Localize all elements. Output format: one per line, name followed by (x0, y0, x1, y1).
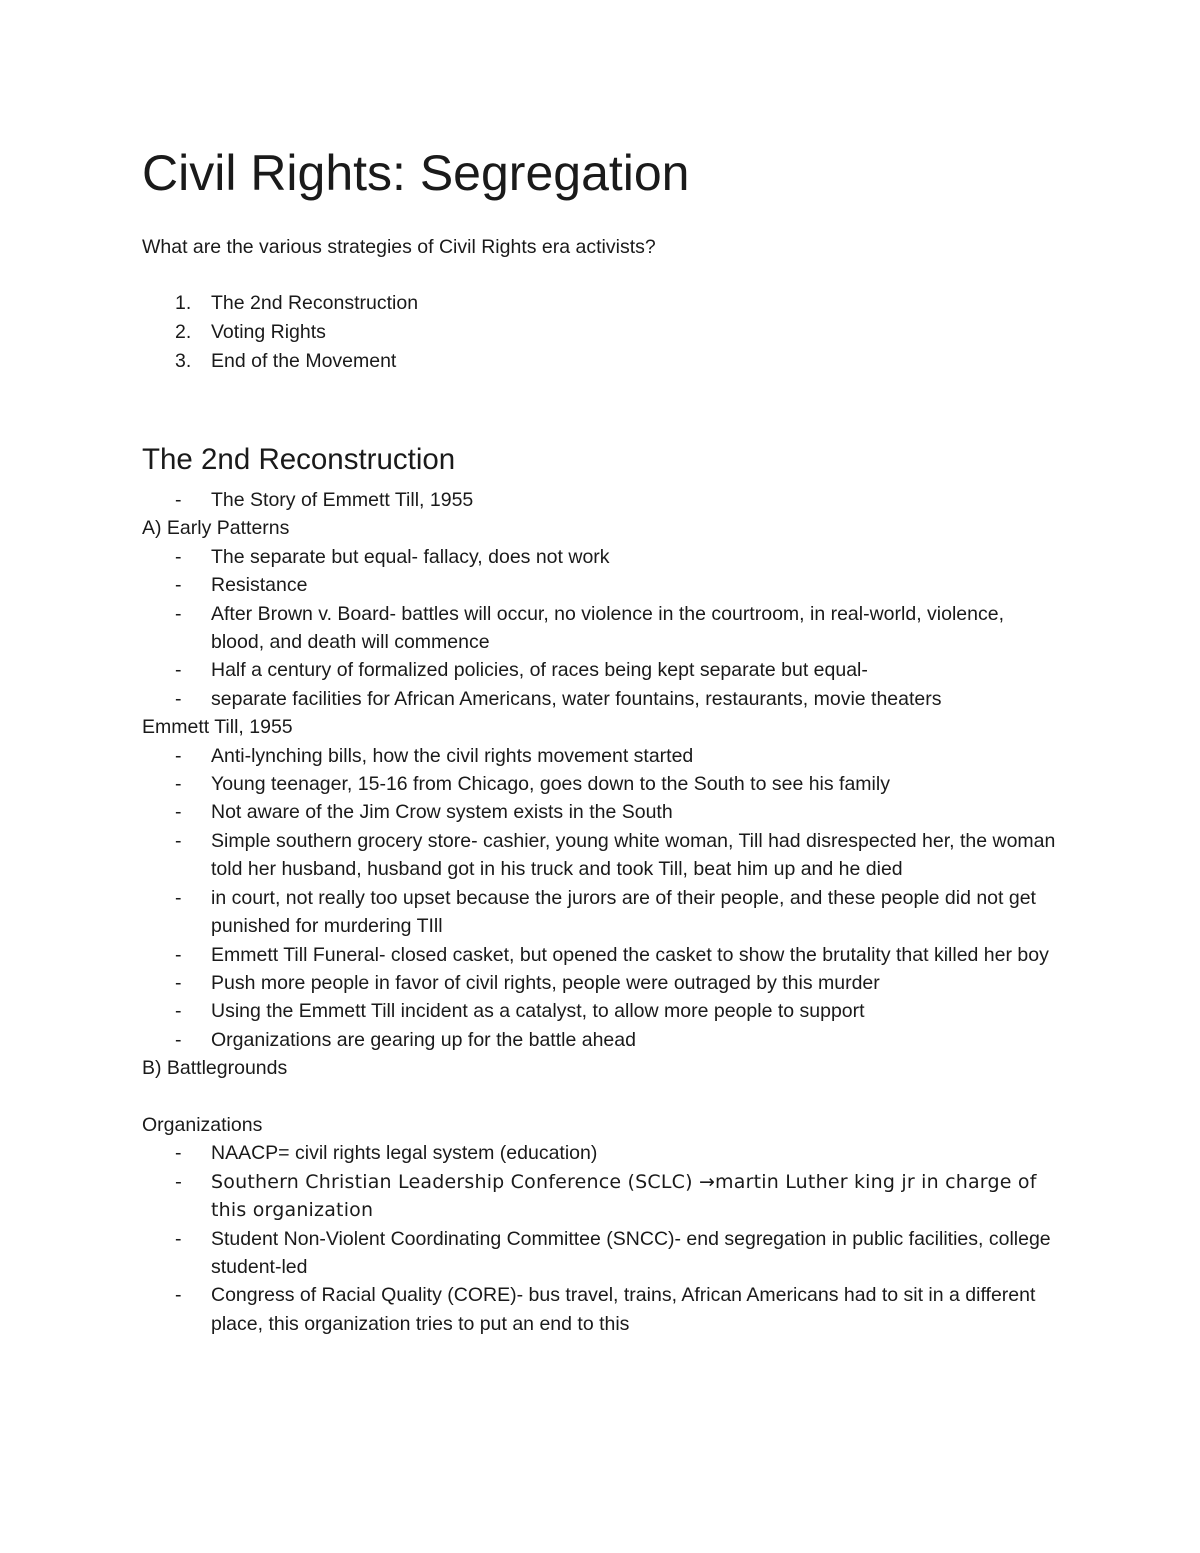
subsection-label: Organizations (142, 1113, 263, 1136)
bullet-dash: - (175, 1170, 183, 1193)
bullet-item (142, 1168, 1062, 1225)
bullet-text: NAACP= civil rights legal system (education) (211, 1142, 598, 1165)
bullet-dash: - (175, 659, 182, 682)
section-heading: The 2nd Reconstruction (142, 443, 456, 476)
bullet-text: Congress of Racial Quality (CORE)- bus travel, trains, African Americans had to sit in a different place, this organization tries to put an end to this (211, 1284, 1036, 1335)
outline-number: 1. (175, 292, 192, 314)
bullet-text: in court, not really too upset because the jurors are of their people, and these people did not get punished for murdering TIll (211, 886, 1036, 938)
bullet-text: Half a century of formalized policies, of races being kept separate but equal- (211, 659, 868, 682)
document-title: Civil Rights: Segregation (142, 145, 690, 201)
bullet-item (142, 571, 1062, 599)
bullet-item (142, 1026, 1062, 1054)
bullet-item (142, 941, 1062, 969)
bullet-dash: - (175, 829, 182, 852)
bullet-text: Southern Christian Leadership Conference (SCLC) →martin Luther king jr in charge of this organization (211, 1170, 1037, 1222)
outline-text: End of the Movement (211, 350, 397, 372)
subsection-label: A) Early Patterns (142, 517, 290, 540)
bullet-text: Student Non-Violent Coordinating Committee (SNCC)- end segregation in public facilities, college student-led (211, 1227, 1051, 1278)
bullet-item (142, 486, 1062, 514)
bullet-dash: - (175, 545, 182, 568)
bullet-item (142, 685, 1062, 713)
bullet-text: Simple southern grocery store- cashier, young white woman, Till had disrespected her, the woman told her husband, husband got in his truck and took Till, beat him up and he died (211, 829, 1056, 881)
bullet-item (142, 827, 1062, 884)
bullet-text: separate facilities for African Americans, water fountains, restaurants, movie theaters (211, 687, 942, 710)
outline-number: 2. (175, 321, 192, 343)
bullet-dash: - (175, 801, 182, 824)
bullet-dash: - (175, 687, 182, 710)
bullet-text: Organizations are gearing up for the battle ahead (211, 1028, 636, 1051)
bullet-dash: - (175, 1028, 182, 1051)
bullet-text: The Story of Emmett Till, 1955 (211, 489, 474, 511)
bullet-item (142, 969, 1062, 997)
bullet-text: Resistance (211, 574, 308, 597)
subsection-label: Emmett Till, 1955 (142, 716, 293, 739)
bullet-text: The separate but equal- fallacy, does not work (211, 545, 610, 568)
outline-text: Voting Rights (211, 321, 326, 343)
bullet-dash: - (175, 1000, 182, 1023)
subsection-label: B) Battlegrounds (142, 1057, 288, 1080)
bullet-dash: - (175, 489, 182, 511)
bullet-text: Push more people in favor of civil rights, people were outraged by this murder (211, 971, 880, 994)
bullet-dash: - (175, 602, 182, 625)
bullet-item (142, 1225, 1062, 1282)
bullet-item (142, 1281, 1062, 1338)
bullet-item (142, 997, 1062, 1025)
bullet-text: Using the Emmett Till incident as a catalyst, to allow more people to support (211, 1000, 865, 1023)
bullet-dash: - (175, 886, 182, 909)
bullet-item (142, 1139, 1062, 1167)
bullet-dash: - (175, 1142, 182, 1165)
bullet-dash: - (175, 1284, 182, 1307)
outline-number: 3. (175, 350, 192, 372)
bullet-text: Emmett Till Funeral- closed casket, but opened the casket to show the brutality that killed her boy (211, 943, 1049, 966)
bullet-text: After Brown v. Board- battles will occur, no violence in the courtroom, in real-world, violence, blood, and death will commence (211, 602, 1004, 654)
bullet-dash: - (175, 943, 182, 966)
bullet-item (142, 884, 1062, 941)
blank-line (142, 1083, 1062, 1111)
bullet-text: Anti-lynching bills, how the civil rights movement started (211, 744, 694, 767)
bullet-item (142, 770, 1062, 798)
bullet-dash: - (175, 1227, 182, 1250)
bullet-dash: - (175, 574, 182, 597)
outline-text: The 2nd Reconstruction (211, 292, 419, 314)
bullet-item (142, 798, 1062, 826)
bullet-item (142, 742, 1062, 770)
bullet-text: Young teenager, 15-16 from Chicago, goes down to the South to see his family (211, 773, 890, 796)
bullet-dash: - (175, 971, 182, 994)
bullet-item (142, 656, 1062, 684)
bullet-text: Not aware of the Jim Crow system exists in the South (211, 801, 673, 824)
bullet-dash: - (175, 744, 182, 767)
guiding-question: What are the various strategies of Civil Rights era activists? (142, 236, 656, 258)
section-notes (142, 486, 1062, 1338)
bullet-item (142, 543, 1062, 571)
bullet-dash: - (175, 773, 182, 796)
bullet-item (142, 600, 1062, 657)
